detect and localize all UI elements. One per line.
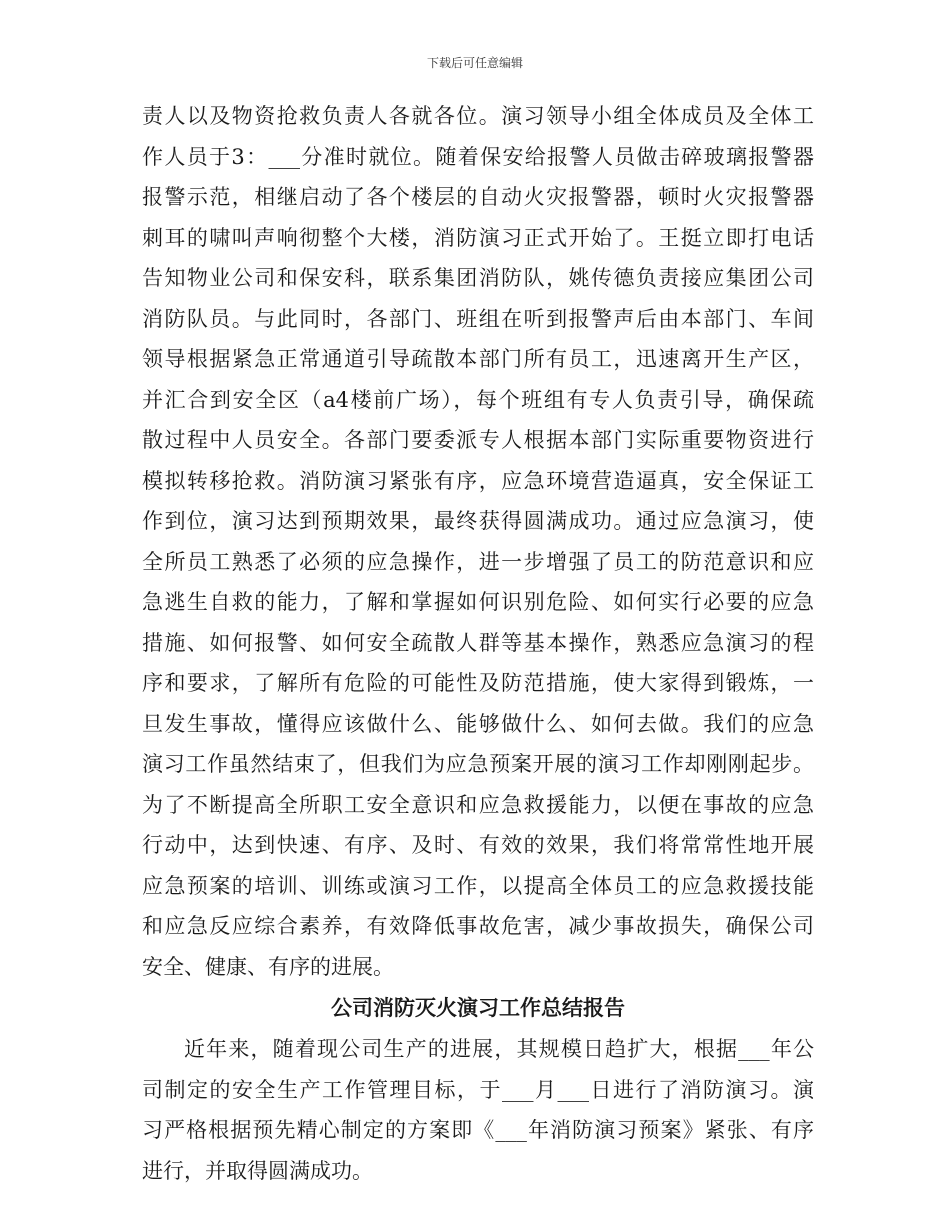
text-line: 散过程中人员安全。各部门要委派专人根据本部门实际重要物资进行 <box>142 428 814 452</box>
text-line: 模拟转移抢救。消防演习紧张有序，应急环境营造逼真，安全保证工 <box>142 468 814 493</box>
page-header-note: 下载后可任意编辑 <box>426 56 523 70</box>
text-line: 刺耳的啸叫声响彻整个大楼，消防演习正式开始了。王挺立即打电话 <box>142 225 814 250</box>
text-line: 消防队员。与此同时，各部门、班组在听到报警声后由本部门、车间 <box>142 306 814 331</box>
text-line: 司制定的安全生产工作管理目标，于___月___日进行了消防演习。演 <box>142 1077 814 1102</box>
text-line: 措施、如何报警、如何安全疏散人群等基本操作，熟悉应急演习的程 <box>142 630 814 655</box>
text-line: 报警示范，相继启动了各个楼层的自动火灾报警器，顿时火灾报警器 <box>142 185 814 209</box>
text-line: 近年来，随着现公司生产的进展，其规模日趋扩大，根据___年公 <box>184 1037 814 1061</box>
text-line: 全所员工熟悉了必须的应急操作，进一步增强了员工的防范意识和应 <box>142 549 814 574</box>
text-line: 急逃生自救的能力，了解和掌握如何识别危险、如何实行必要的应急 <box>142 590 814 614</box>
document-body <box>142 96 814 1191</box>
text-line: 进行，并取得圆满成功。 <box>142 1158 373 1183</box>
text-line: 领导根据紧急正常通道引导疏散本部门所有员工，迅速离开生产区， <box>142 347 814 371</box>
paragraph-1 <box>142 96 814 987</box>
text-line: 为了不断提高全所职工安全意识和应急救援能力，以便在事故的应急 <box>142 792 814 817</box>
text-line: 演习工作虽然结束了，但我们为应急预案开展的演习工作却刚刚起步。 <box>142 752 814 776</box>
text-line: 并汇合到安全区（a4楼前广场），每个班组有专人负责引导，确保疏 <box>142 387 814 412</box>
text-line: 作人员于3：___分准时就位。随着保安给报警人员做击碎玻璃报警器 <box>142 144 814 169</box>
text-line: 序和要求，了解所有危险的可能性及防范措施，使大家得到锻炼，一 <box>142 671 814 695</box>
text-line: 作到位，演习达到预期效果，最终获得圆满成功。通过应急演习，使 <box>142 509 814 533</box>
text-line: 旦发生事故，懂得应该做什么、能够做什么、如何去做。我们的应急 <box>142 711 814 736</box>
text-line: 安全、健康、有序的进展。 <box>142 954 394 979</box>
text-line: 应急预案的培训、训练或演习工作，以提高全体员工的应急救援技能 <box>142 873 814 898</box>
text-line: 责人以及物资抢救负责人各就各位。演习领导小组全体成员及全体工 <box>142 104 814 128</box>
paragraph-2 <box>142 1029 814 1191</box>
text-line: 告知物业公司和保安科，联系集团消防队，姚传德负责接应集团公司 <box>142 266 814 290</box>
text-line: 习严格根据预先精心制定的方案即《___年消防演习预案》紧张、有序 <box>142 1118 814 1142</box>
text-line: 和应急反应综合素养，有效降低事故危害，减少事故损失，确保公司 <box>142 914 814 938</box>
text-line: 行动中，达到快速、有序、及时、有效的效果，我们将常常性地开展 <box>142 833 814 857</box>
section-title: 公司消防灭火演习工作总结报告 <box>331 995 625 1020</box>
